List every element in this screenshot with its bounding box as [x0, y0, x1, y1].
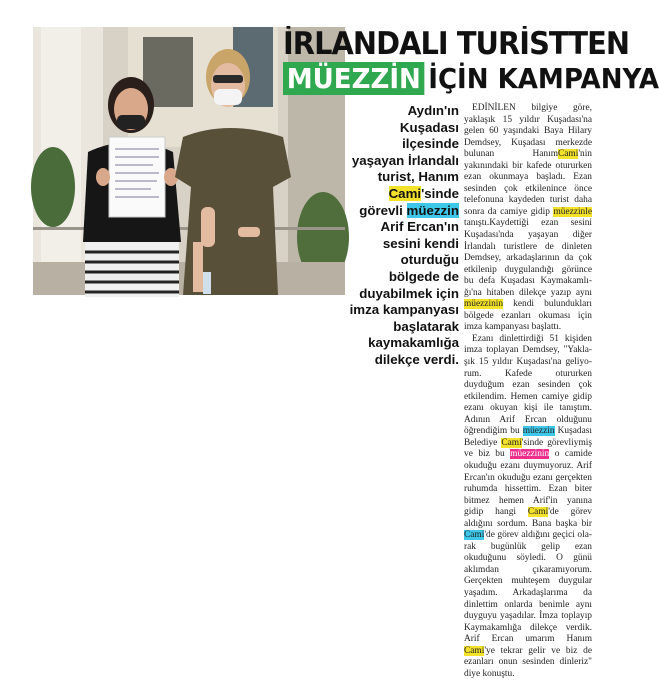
body-text: 'ye tekrar gelir ve biz de ezanları onun sesinden dinleriz" diye konuştu.: [464, 645, 592, 679]
muezzin-mark: müezzinin: [464, 299, 504, 310]
lead-muezzin-mark: müezzin: [406, 202, 459, 218]
headline-line-1: İRLANDALI TURİSTTEN: [283, 26, 630, 62]
body-text: tanıştı.Kaydettiği ezan sesini Kuşadası'nda yaşayan diğer İrlandalı turistlere de dinleten Demdsey, arkadaşlarının da çok etkilenip duygulandığı görünce bu defa Kuşadası Kaymakamlığı'na hitaben dilekçe yazıp aynı: [464, 218, 592, 298]
cami-mark: Cami: [527, 507, 549, 518]
muezzin-mark: müezzinle: [553, 206, 593, 217]
lead-text-2: 'sinde görevli: [359, 185, 459, 218]
lead-text-1: Aydın'ın Kuşadası ilçesinde yaşayan İrlandalı turist, Hanım: [351, 103, 459, 185]
body-text: Ezanı dinlettirdiği 51 kişiden imza toplayan Demdsey, "Yaklaşık 15 yıldır Kuşadası'na geliyorum. Kafede otururken duyduğum ezan sesinden çok etkilendim. Hemen camiye gidip ezanı okuyan kişi ile tanıştım. Adının Arif Ercan olduğunu öğrendiğim bu: [464, 333, 592, 437]
body-text: 'sinde görevliymiş ve biz bu: [464, 437, 592, 460]
body-text: EDİNİLEN bilgiye göre, yaklaşık 15 yıldır Kuşadası'na gelen 60 yaşındaki Baya Hilary Demdsey, Kuşadası merkezde bulunan Hanım: [464, 103, 592, 160]
headline-highlight: MÜEZZİN: [283, 62, 425, 95]
body-text: Kuşadası Belediye: [464, 426, 593, 448]
cami-mark: Cami: [464, 645, 485, 656]
lead-cami-mark: Cami: [388, 185, 422, 201]
headline-line-2: [283, 62, 659, 98]
article-paragraph-2: [464, 334, 592, 680]
body-text: kendi bulundukları bölgede ezanları okuması için imza kampanyası başlattı.: [464, 299, 592, 333]
cami-mark: Cami: [501, 437, 522, 448]
lead-text-3: Arif Ercan'ın sesini kendi oturduğu bölgede de duyabilmek için imza kampanyası başlatarak kaymakamlığa dilekçe verdi.: [349, 219, 459, 367]
muezzin-mark: müezzinin: [510, 449, 550, 460]
headline-rest: İÇİN KAMPANYA: [428, 62, 659, 95]
article-body: [464, 103, 592, 680]
body-text: 'nin yakınındaki bir kafede otururken ezan okunmaya başladı. Ezan sesinden çok etkilenince önce telefonuna kaydeden turist daha sonra da camiye gidip: [464, 149, 592, 217]
body-text: o camide okuduğu ezanı duymuyoruz. Arif Ercan'ın okuduğu ezanı gerçekten ruhumda hissettim. Ezan biter bitmez hemen Arif'in yanına gidip hangi: [464, 449, 592, 518]
body-text: 'de görev aldığını sordum. Bana başka bir: [464, 507, 592, 529]
article-paragraph-1: [464, 103, 592, 334]
cami-mark: Cami: [558, 149, 579, 160]
lead-paragraph: [347, 103, 459, 369]
muezzin-mark: müezzin: [522, 426, 555, 437]
cami-mark: Cami: [464, 530, 485, 541]
body-text: 'de görev aldığını geçici olarak bugünlük gelip ezan okuduğunu söyledi. O günü aklımdan çıkaramıyorum. Gerçekten muhteşem duygular yaşadım. Arkadaşlarıma da dinlettim onlarda benimle aynı duyguyu yaşadılar. İmza toplayıp Kaymakamlığa dilekçe verdik. Arif Ercan umarım Hanım: [464, 530, 592, 645]
